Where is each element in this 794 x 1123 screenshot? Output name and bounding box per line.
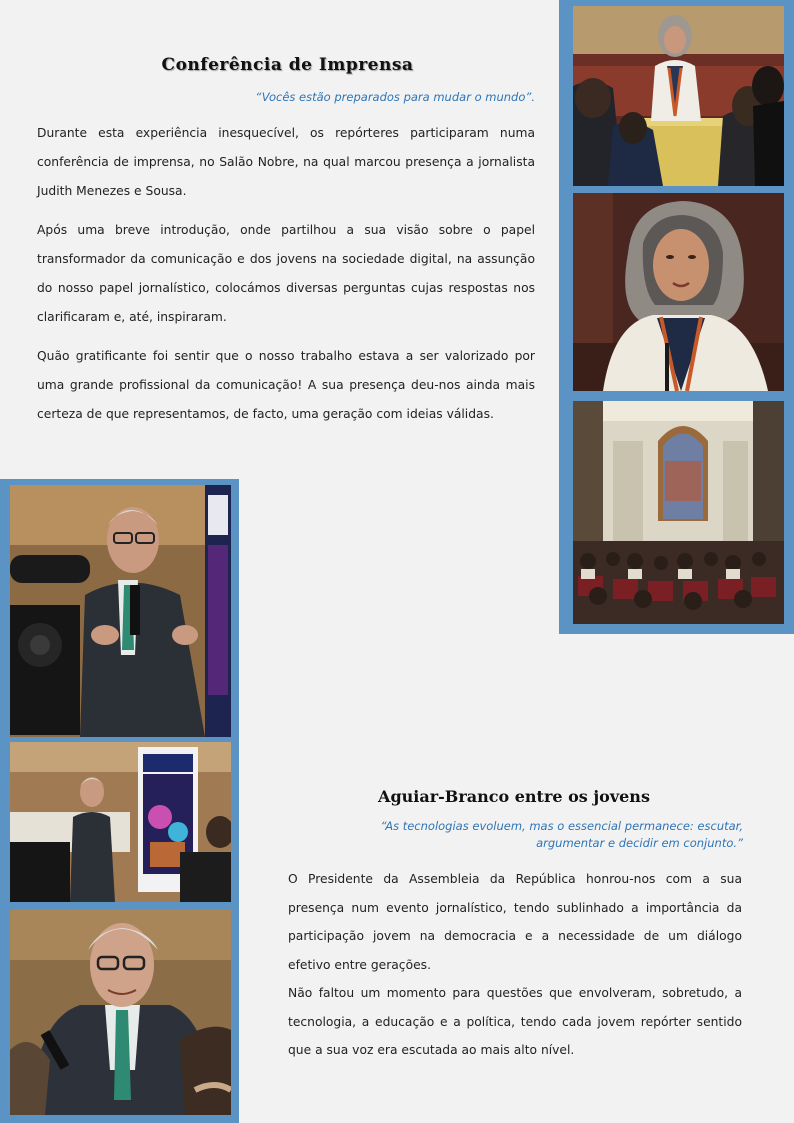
section-body-aguiar-branco [288,865,742,1065]
photo-speaker-closeup [573,193,784,391]
section-title-conferencia: Conferência de Imprensa [161,55,414,75]
section-quote-aguiar-branco [300,818,743,852]
photo-salao-nobre [573,401,784,624]
paragraph: Quão gratificante foi sentir que o nosso trabalho estava a ser valorizado por uma grande profissional da comunicação! A sua presença deu-nos ainda mais certeza de que representamos, de facto, uma geração com ideias válidas. [37,349,535,421]
photo-president-banner [10,742,231,902]
quote-line: argumentar e decidir em conjunto.” [536,836,743,850]
photo-president-microphones [10,485,231,737]
paragraph: Não faltou um momento para questões que envolveram, sobretudo, a tecnologia, a educação e a política, tendo cada jovem repórter sentido que a sua voz era escutada ao mais alto nível. [288,986,742,1057]
photo-speaker-podium [573,6,784,186]
paragraph: Durante esta experiência inesquecível, os repórteres participaram numa conferência de imprensa, no Salão Nobre, na qual marcou presença a jornalista Judith Menezes e Sousa. [37,126,535,198]
quote-line: “As tecnologias evoluem, mas o essencial permanece: escutar, [380,819,743,833]
section-body-conferencia [37,119,535,429]
section-title-aguiar-branco: Aguiar-Branco entre os jovens [378,787,650,806]
photo-president-closeup [10,910,231,1115]
paragraph: Após uma breve introdução, onde partilhou a sua visão sobre o papel transformador da comunicação e dos jovens na sociedade digital, na assunção do nosso papel jornalístico, colocámos diversas perguntas cujas respostas nos clarificaram e, até, inspiraram. [37,223,535,324]
section-quote-conferencia: “Vocês estão preparados para mudar o mundo”. [255,90,535,104]
paragraph: O Presidente da Assembleia da República honrou-nos com a sua presença num evento jornalístico, tendo sublinhado a importância da participação jovem na democracia e a necessidade de um diálogo efetivo entre gerações. [288,872,742,972]
